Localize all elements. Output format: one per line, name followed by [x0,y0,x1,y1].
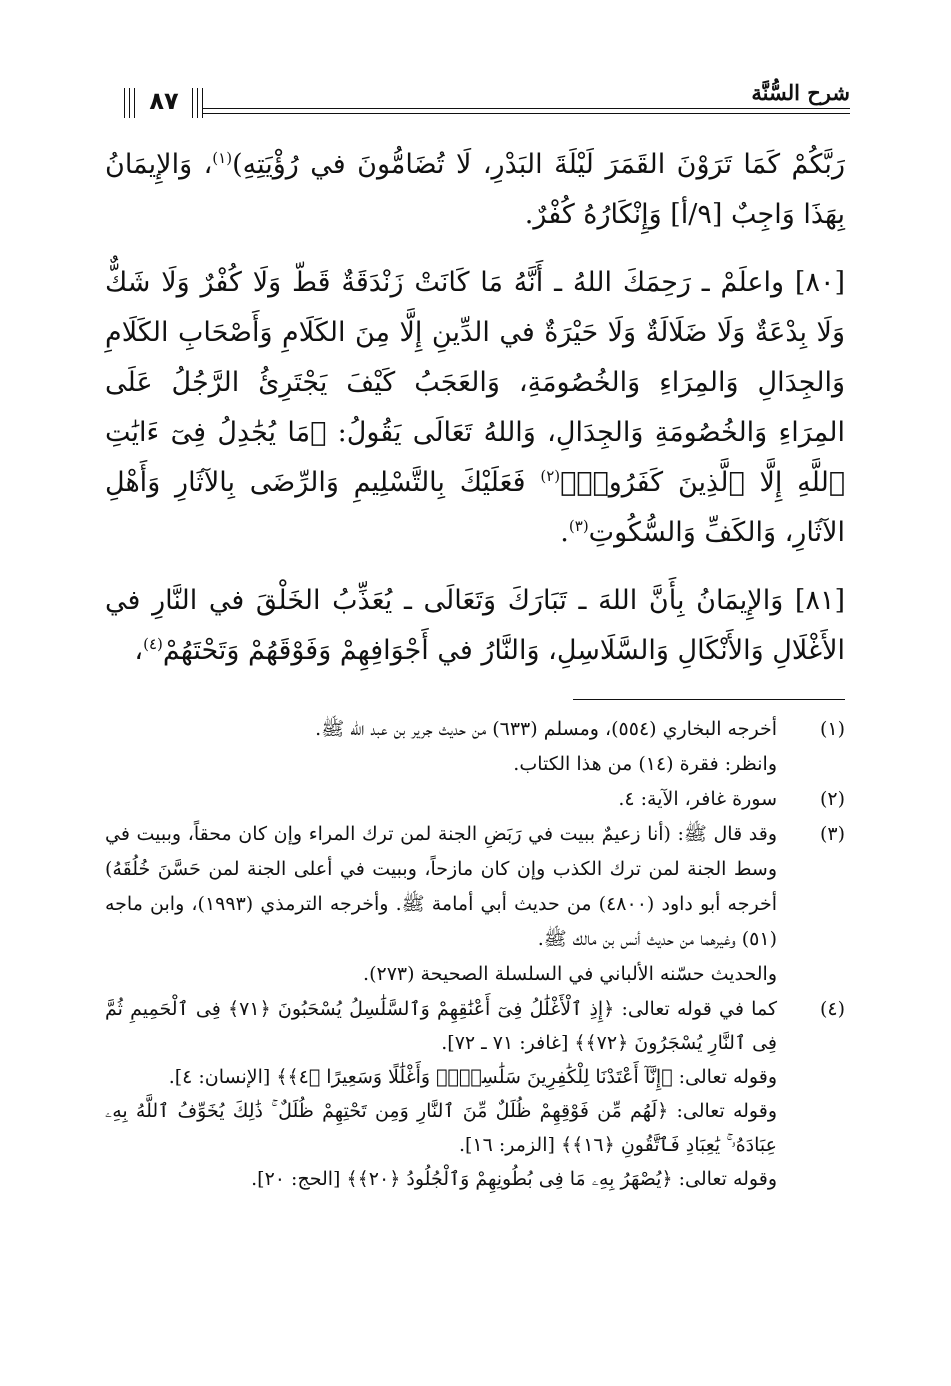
footnote-line: والحديث حسّنه الألباني في السلسلة الصحيحة (٢٧٣). [363,963,777,985]
text-run: ، وَالإِيمَانُ [105,149,213,180]
page-box-divider [192,88,193,118]
footnote-body [105,817,777,992]
page-box-divider [124,88,125,118]
footnote-line: وقد قال ﷺ: (أنا زعيمٌ ببيت في رَبَضِ الجنة لمن ترك المراء وإن كان محقاً، وببيت في وسط الجنة لمن ترك الكذب وإن كان مازحاً، وببيت في أعلى الجنة لمن حَسَّنَ خُلُقَهُ) أخرجه أبو داود (٤٨٠٠) من حديث أبي أمامة ﷺ. وأخرجه الترمذي (١٩٩٣)، وابن ماجه (٥١) وغيرهما من حديث أنس بن مالك ﷺ. [105,823,777,950]
text-run: رَبَّكُمْ كَمَا تَرَوْنَ القَمَرَ لَيْلَةَ البَدْرِ، لَا تُضَامُّونَ في رُؤْيَتِهِ) [232,149,845,180]
text-run: . [560,517,569,548]
footnote-number: (٤) [819,998,845,1020]
footnote-ref[interactable]: (١) [212,149,233,167]
footnote-number: (٢) [819,788,845,810]
book-title: شرح السُّنَّة [751,80,850,105]
header-rule [202,113,850,114]
text-run: ، [134,635,144,666]
footnote-2 [105,782,845,817]
footnote-number: (١) [819,718,845,740]
header-rule [202,108,850,109]
footnote-number: (٣) [819,823,845,845]
page-number-box [124,88,204,118]
text-run: بِهَذَا وَاجِبٌ [٩/أ] وَإِنْكَارُهُ كُفْرٌ. [524,199,845,230]
footnote-body [105,992,777,1196]
footnote-line: وقوله تعالى: ﴿يُصْهَرُ بِهِۦ مَا فِى بُطُونِهِمْ وَٱلْجُلُودُ ﴿٢٠﴾﴾ [الحج: ٢٠]. [251,1168,777,1190]
footnote-4 [105,992,845,1196]
page-box-divider [129,88,130,118]
page-box-divider [202,88,203,118]
paragraph-79-tail [105,140,845,240]
paragraph-80 [105,258,845,558]
footnote-line: كما في قوله تعالى: ﴿إِذِ ٱلْأَغْلَٰلُ فِىٓ أَعْنَٰقِهِمْ وَٱلسَّلَٰسِلُ يُسْحَبُونَ ﴿٧١﴾ فِى ٱلْحَمِيمِ ثُمَّ فِى ٱلنَّارِ يُسْجَرُونَ ﴿٧٢﴾﴾ [غافر: ٧١ ـ ٧٢]. [105,998,777,1054]
paragraph-81 [105,576,845,676]
text-run: [٨٠] واعلَمْ ـ رَحِمَكَ اللهُ ـ أَنَّهُ مَا كَانَتْ زَنْدَقَةٌ قَطّ وَلَا كُفْرٌ وَلَا شَكٌّ وَلَا بِدْعَةٌ وَلَا ضَلَالَةٌ وَلَا حَيْرَةٌ في الدِّينِ إِلَّا مِنَ الكَلَامِ وَأَصْحَابِ الكَلَامِ وَالجِدَالِ وَالمِرَاءِ وَالخُصُومَةِ، وَالعَجَبُ كَيْفَ يَجْتَرِئُ الرَّجُلُ عَلَى المِرَاءِ وَالخُصُومَةِ وَالجِدَالِ، وَاللهُ تَعَالَى يَقُولُ: ﴿مَا يُجَٰدِلُ فِىٓ ءَايَٰتِ ٱللَّهِ إِلَّا ٱلَّذِينَ كَفَرُوا۟﴾ [105,267,846,498]
running-header [110,70,850,126]
footnote-line: وقوله تعالى: ﴿إِنَّآ أَعْتَدْنَا لِلْكَٰفِرِينَ سَلَٰسِلَا۟ وَأَغْلَٰلًا وَسَعِيرًا ﴿٤﴾﴾ [الإنسان: ٤]. [168,1066,777,1088]
page-box-divider [134,88,135,118]
footnote-1 [105,712,845,782]
footnote-ref[interactable]: (٢) [540,467,561,485]
text-run: فَعَلَيْكَ بِالتَّسْلِيمِ وَالرِّضَى بِالآثَارِ وَأَهْلِ الآثَارِ، وَالكَفِّ وَالسُّكُوتِ [105,467,845,548]
footnote-ref[interactable]: (٤) [143,635,163,653]
footnote-line: سورة غافر، الآية: ٤. [618,788,777,810]
footnote-line: وقوله تعالى: ﴿لَهُم مِّن فَوْقِهِمْ ظُلَلٌ مِّنَ ٱلنَّارِ وَمِن تَحْتِهِمْ ظُلَلٌ ۚ ذَٰلِكَ يُخَوِّفُ ٱللَّهُ بِهِۦ عِبَادَهُۥ ۚ يَٰعِبَادِ فَٱتَّقُونِ ﴿١٦﴾﴾ [الزمر: ١٦]. [105,1100,777,1156]
page-number: ٨٧ [149,87,179,115]
footnote-3 [105,817,845,992]
text-run: [٨١] وَالإِيمَانُ بِأَنَّ اللهَ ـ تَبَارَكَ وَتَعَالَى ـ يُعَذِّبُ الخَلْقَ في النَّارِ في الأَغْلَالِ وَالأَنْكَالِ وَالسَّلَاسِلِ، وَالنَّارُ في أَجْوَافِهِمْ وَفَوْقَهُمْ وَتَحْتَهُمْ [105,585,845,666]
footnote-line: وانظر: فقرة (١٤) من هذا الكتاب. [513,753,777,775]
footnote-line: أخرجه البخاري (٥٥٤)، ومسلم (٦٣٣) من حديث جرير بن عبد الله ﷺ. [315,718,777,740]
page-box-divider [197,88,198,118]
footnote-separator [573,699,845,700]
footnote-body [105,782,777,817]
footnote-ref[interactable]: (٣) [568,517,589,535]
footnote-body [105,712,777,782]
main-text [105,140,845,676]
footnotes [105,712,845,1196]
